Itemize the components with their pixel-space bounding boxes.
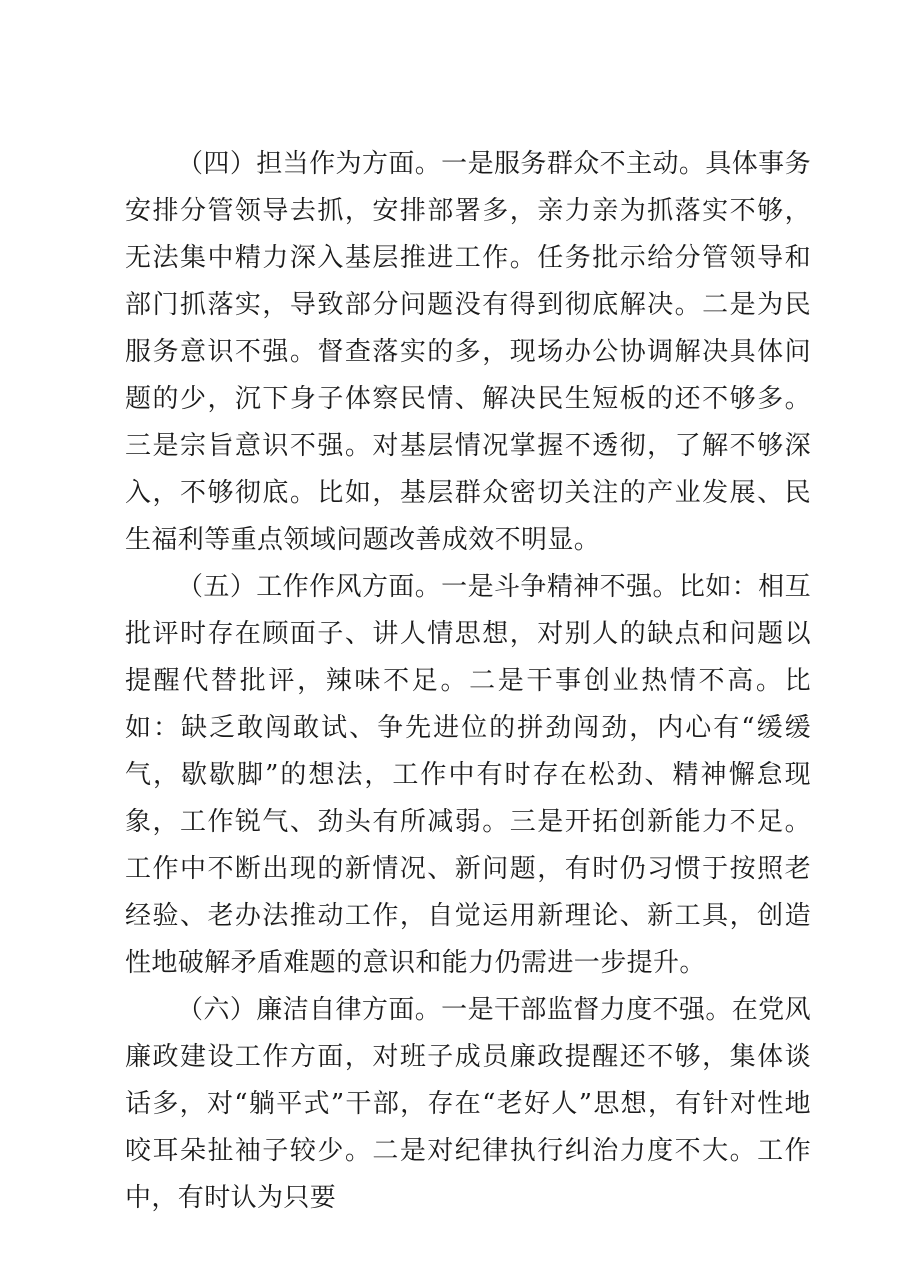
document-body xyxy=(125,141,811,1222)
paragraph-responsibility: （四）担当作为方面。一是服务群众不主动。具体事务安排分管领导去抓，安排部署多，亲力亲为抓落实不够，无法集中精力深入基层推进工作。任务批示给分管领导和部门抓落实，导致部分问题没有得到彻底解决。二是为民服务意识不强。督查落实的多，现场办公协调解决具体问题的少，沉下身子体察民情、解决民生短板的还不够多。三是宗旨意识不强。对基层情况掌握不透彻，了解不够深入，不够彻底。比如，基层群众密切关注的产业发展、民生福利等重点领域问题改善成效不明显。 xyxy=(125,149,811,555)
paragraph-work-style: （五）工作作风方面。一是斗争精神不强。比如：相互批评时存在顾面子、讲人情思想，对别人的缺点和问题以提醒代替批评，辣味不足。二是干事创业热情不高。比如：缺乏敢闯敢试、争先进位的拼劲闯劲，内心有“缓缓气，歇歇脚”的想法，工作中有时存在松劲、精神懈怠现象，工作锐气、劲头有所减弱。三是开拓创新能力不足。工作中不断出现的新情况、新问题，有时仍习惯于按照老经验、老办法推动工作，自觉运用新理论、新工具，创造性地破解矛盾难题的意识和能力仍需进一步提升。 xyxy=(125,572,811,978)
paragraph-integrity: （六）廉洁自律方面。一是干部监督力度不强。在党风廉政建设工作方面，对班子成员廉政提醒还不够，集体谈话多，对“躺平式”干部，存在“老好人”思想，有针对性地咬耳朵扯袖子较少。二是对纪律执行纠治力度不大。工作中，有时认为只要 xyxy=(125,995,811,1213)
